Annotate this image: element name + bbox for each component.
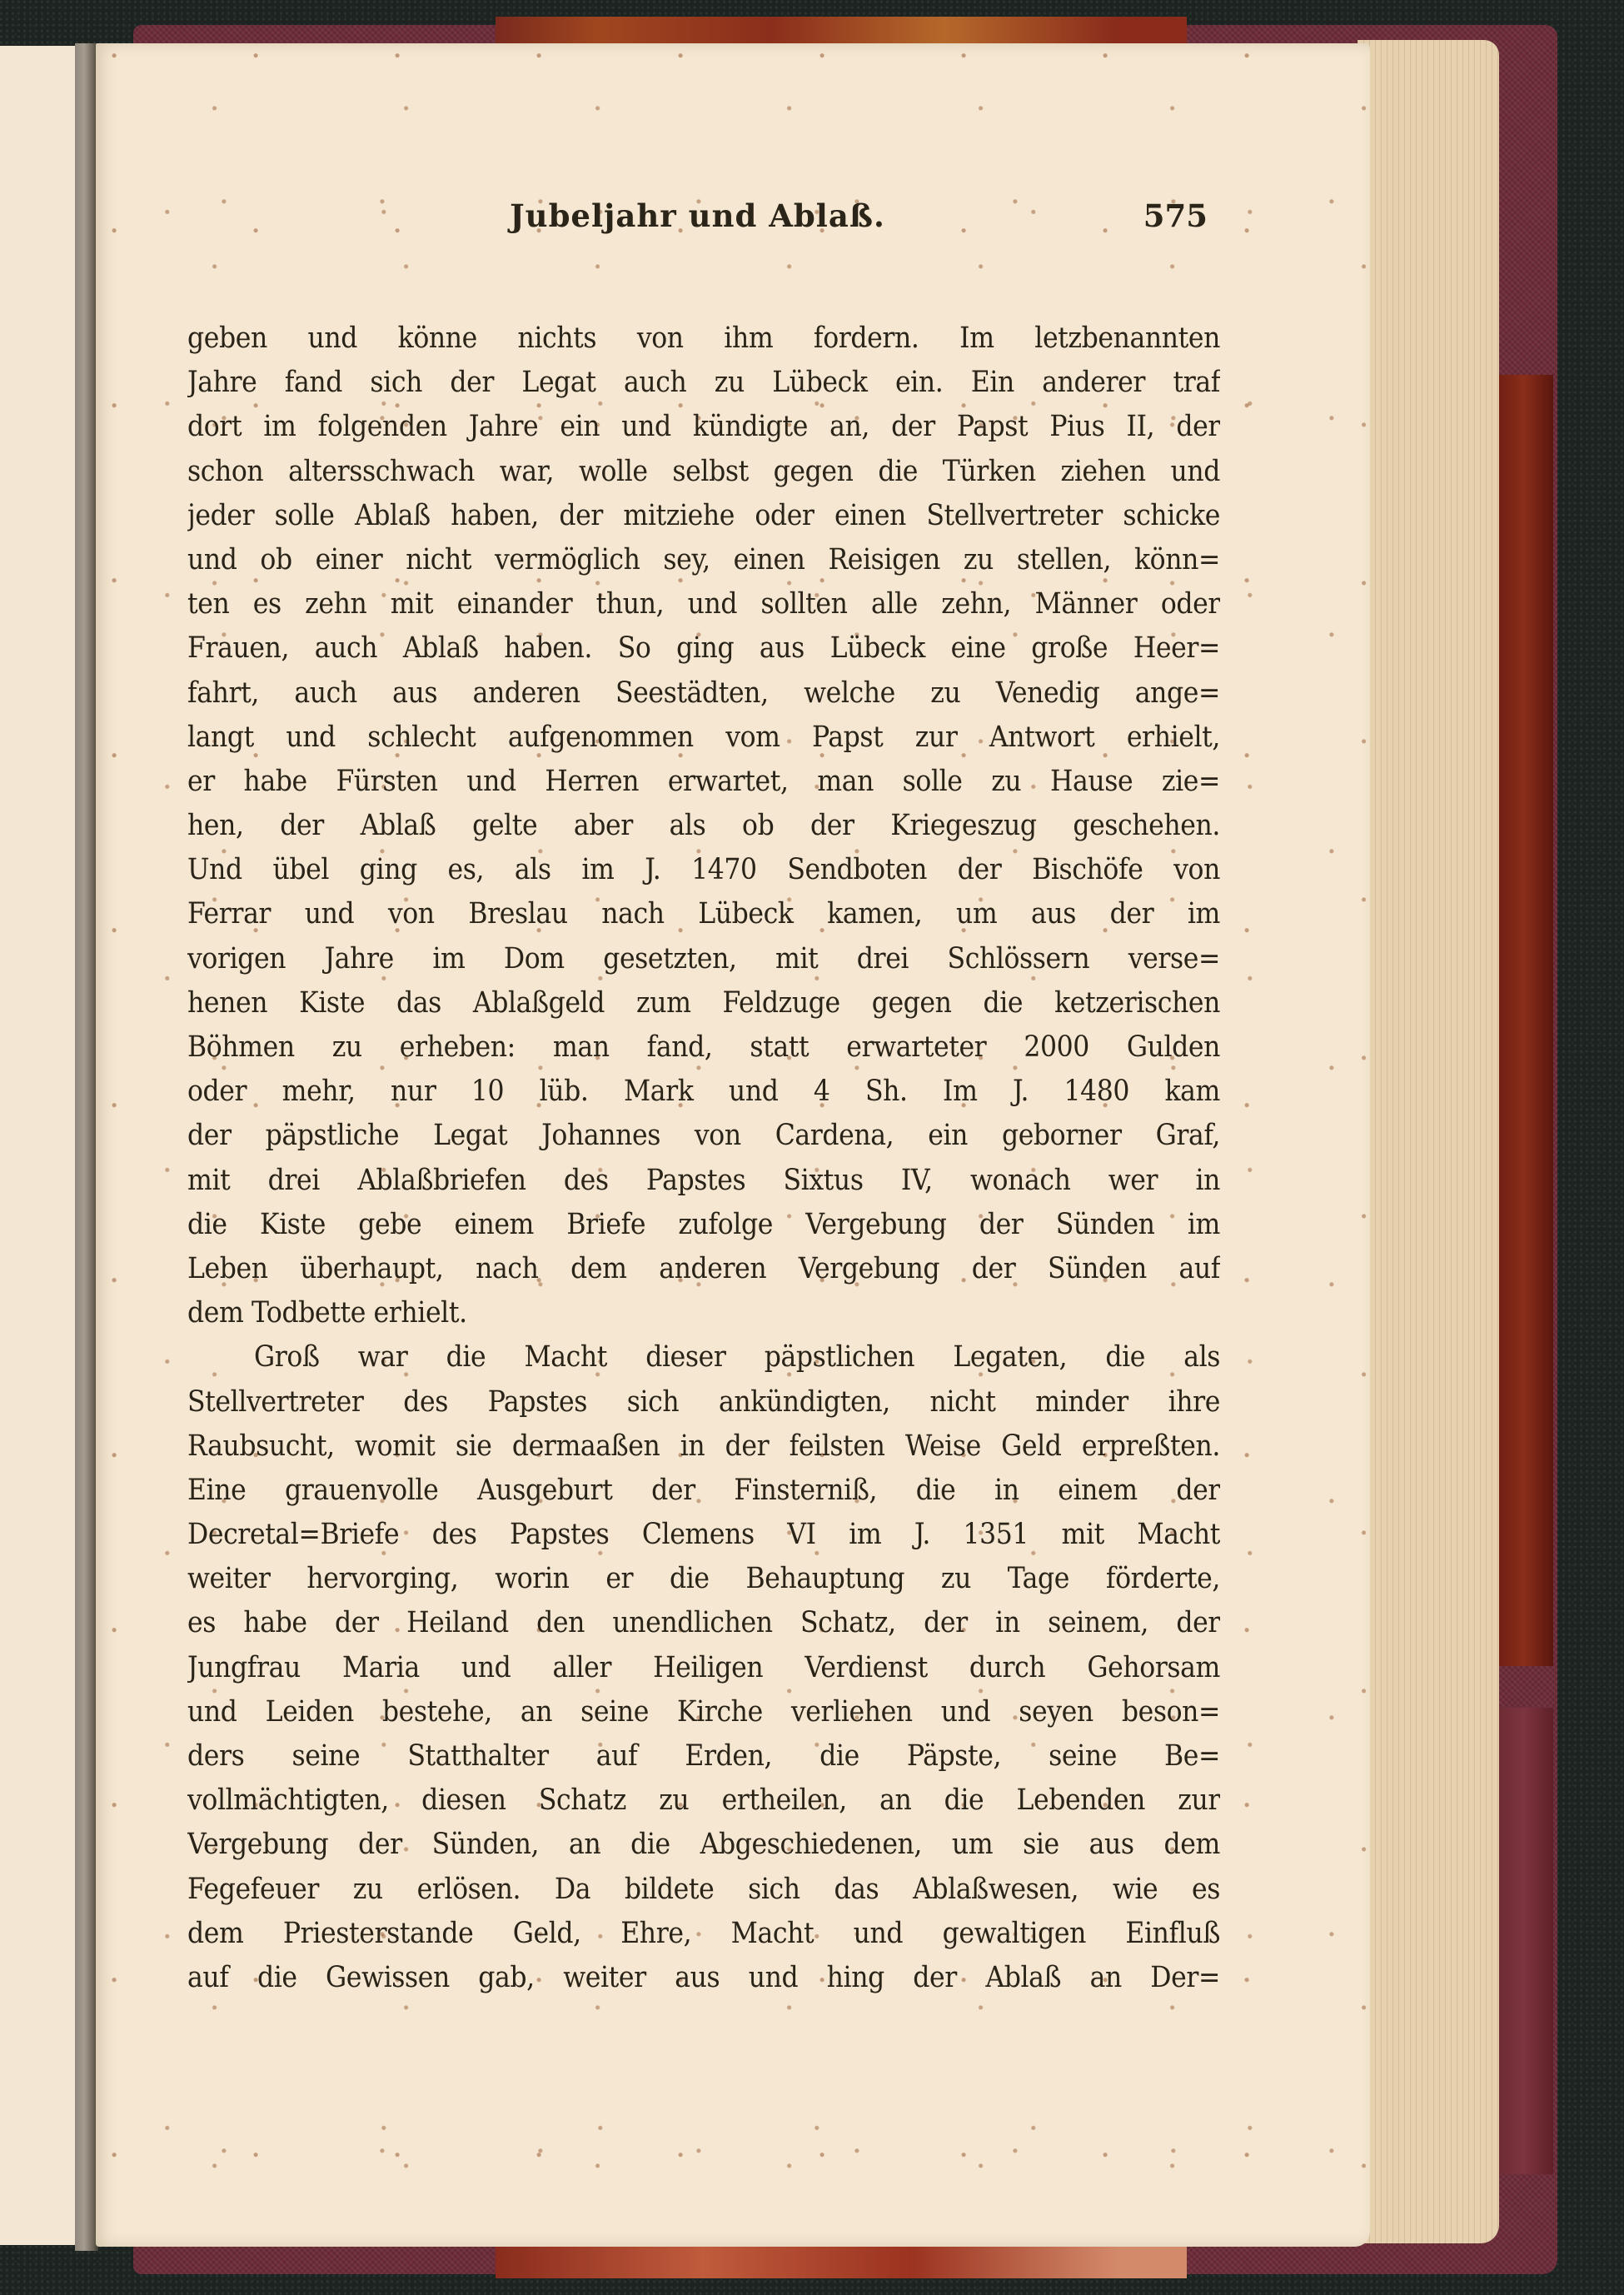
text-line: geben und könne nichts von ihm fordern. Im letzbenannten xyxy=(187,322,1220,355)
text-line: Jungfrau Maria und aller Heiligen Verdienst durch Gehorsam xyxy=(187,1650,1220,1684)
text-line: vorigen Jahre im Dom gesetzten, mit drei Schlössern verse= xyxy=(187,941,1220,975)
text-line: Leben überhaupt, nach dem anderen Vergebung der Sünden auf xyxy=(187,1251,1220,1285)
previous-page-edge xyxy=(0,46,79,2245)
text-line: Decretal=Briefe des Papstes Clemens VI im J. 1351 mit Macht xyxy=(187,1518,1220,1552)
text-line: fahrt, auch aus anderen Seestädten, welche zu Venedig ange= xyxy=(187,676,1220,710)
text-line: die Kiste gebe einem Briefe zufolge Vergebung der Sünden im xyxy=(187,1207,1220,1241)
text-line: dort im folgenden Jahre ein und kündigte an, der Papst Pius II, der xyxy=(187,410,1220,444)
book-gutter xyxy=(75,43,98,2251)
text-line: Fegefeuer zu erlösen. Da bildete sich das Ablaßwesen, wie es xyxy=(187,1872,1220,1906)
text-line: henen Kiste das Ablaßgeld zum Feldzuge gegen die ketzerischen xyxy=(187,985,1220,1020)
paragraph-2 xyxy=(187,1335,1220,2000)
text-line: Ferrar und von Breslau nach Lübeck kamen, um aus der im xyxy=(187,897,1220,931)
body-text xyxy=(187,317,1220,2000)
book-page xyxy=(96,43,1370,2247)
text-line: Und übel ging es, als im J. 1470 Sendboten der Bischöfe von xyxy=(187,853,1220,887)
text-line: schon altersschwach war, wolle selbst gegen die Türken ziehen und xyxy=(187,454,1220,488)
paragraph-1 xyxy=(187,317,1220,1335)
text-line: ten es zehn mit einander thun, und sollten alle zehn, Männer oder xyxy=(187,587,1220,621)
cover-edge-tab xyxy=(1495,375,1553,1666)
text-line: Groß war die Macht dieser päpstlichen Legaten, die als xyxy=(254,1340,1220,1375)
text-line: er habe Fürsten und Herren erwartet, man solle zu Hause zie= xyxy=(187,764,1220,798)
text-line: vollmächtigten, diesen Schatz zu ertheilen, an die Lebenden zur xyxy=(187,1784,1220,1818)
text-line: der päpstliche Legat Johannes von Cardena, ein geborner Graf, xyxy=(187,1119,1220,1153)
text-line: Stellvertreter des Papstes sich ankündigten, nicht minder ihre xyxy=(187,1384,1220,1419)
text-line: Frauen, auch Ablaß haben. So ging aus Lübeck eine große Heer= xyxy=(187,631,1220,666)
text-line: langt und schlecht aufgenommen vom Papst zur Antwort erhielt, xyxy=(187,720,1220,754)
page-block-edges xyxy=(1357,40,1499,2243)
text-line: mit drei Ablaßbriefen des Papstes Sixtus IV, wonach wer in xyxy=(187,1163,1220,1197)
text-line: es habe der Heiland den unendlichen Schatz, der in seinem, der xyxy=(187,1606,1220,1640)
cover-edge-tab-lower xyxy=(1495,1708,1553,2174)
text-line: und ob einer nicht vermöglich sey, einen Reisigen zu stellen, könn= xyxy=(187,542,1220,576)
text-line: ders seine Statthalter auf Erden, die Päpste, seine Be= xyxy=(187,1739,1220,1773)
text-line: dem Todbette erhielt. xyxy=(187,1296,467,1330)
text-line: hen, der Ablaß gelte aber als ob der Kriegeszug geschehen. xyxy=(187,809,1220,843)
page-number: 575 xyxy=(1143,197,1208,234)
text-line: weiter hervorging, worin er die Behauptung zu Tage förderte, xyxy=(187,1562,1220,1596)
text-line: Eine grauenvolle Ausgeburt der Finsterniß, die in einem der xyxy=(187,1473,1220,1507)
text-line: und Leiden bestehe, an seine Kirche verliehen und seyen beson= xyxy=(187,1694,1220,1729)
text-line: oder mehr, nur 10 lüb. Mark und 4 Sh. Im J. 1480 kam xyxy=(187,1075,1220,1109)
text-line: Böhmen zu erheben: man fand, statt erwarteter 2000 Gulden xyxy=(187,1030,1220,1064)
text-line: jeder solle Ablaß haben, der mitziehe oder einen Stellvertreter schicke xyxy=(187,498,1220,532)
text-line: Vergebung der Sünden, an die Abgeschiedenen, um sie aus dem xyxy=(187,1828,1220,1862)
running-head xyxy=(187,197,1208,247)
text-line: auf die Gewissen gab, weiter aus und hing der Ablaß an Der= xyxy=(187,1960,1220,1994)
text-line: Raubsucht, womit sie dermaaßen in der feilsten Weise Geld erpreßten. xyxy=(187,1429,1220,1463)
text-line: Jahre fand sich der Legat auch zu Lübeck ein. Ein anderer traf xyxy=(187,366,1220,400)
text-line: dem Priesterstande Geld, Ehre, Macht und gewaltigen Einfluß xyxy=(187,1916,1220,1950)
running-title: Jubeljahr und Ablaß. xyxy=(510,197,885,234)
